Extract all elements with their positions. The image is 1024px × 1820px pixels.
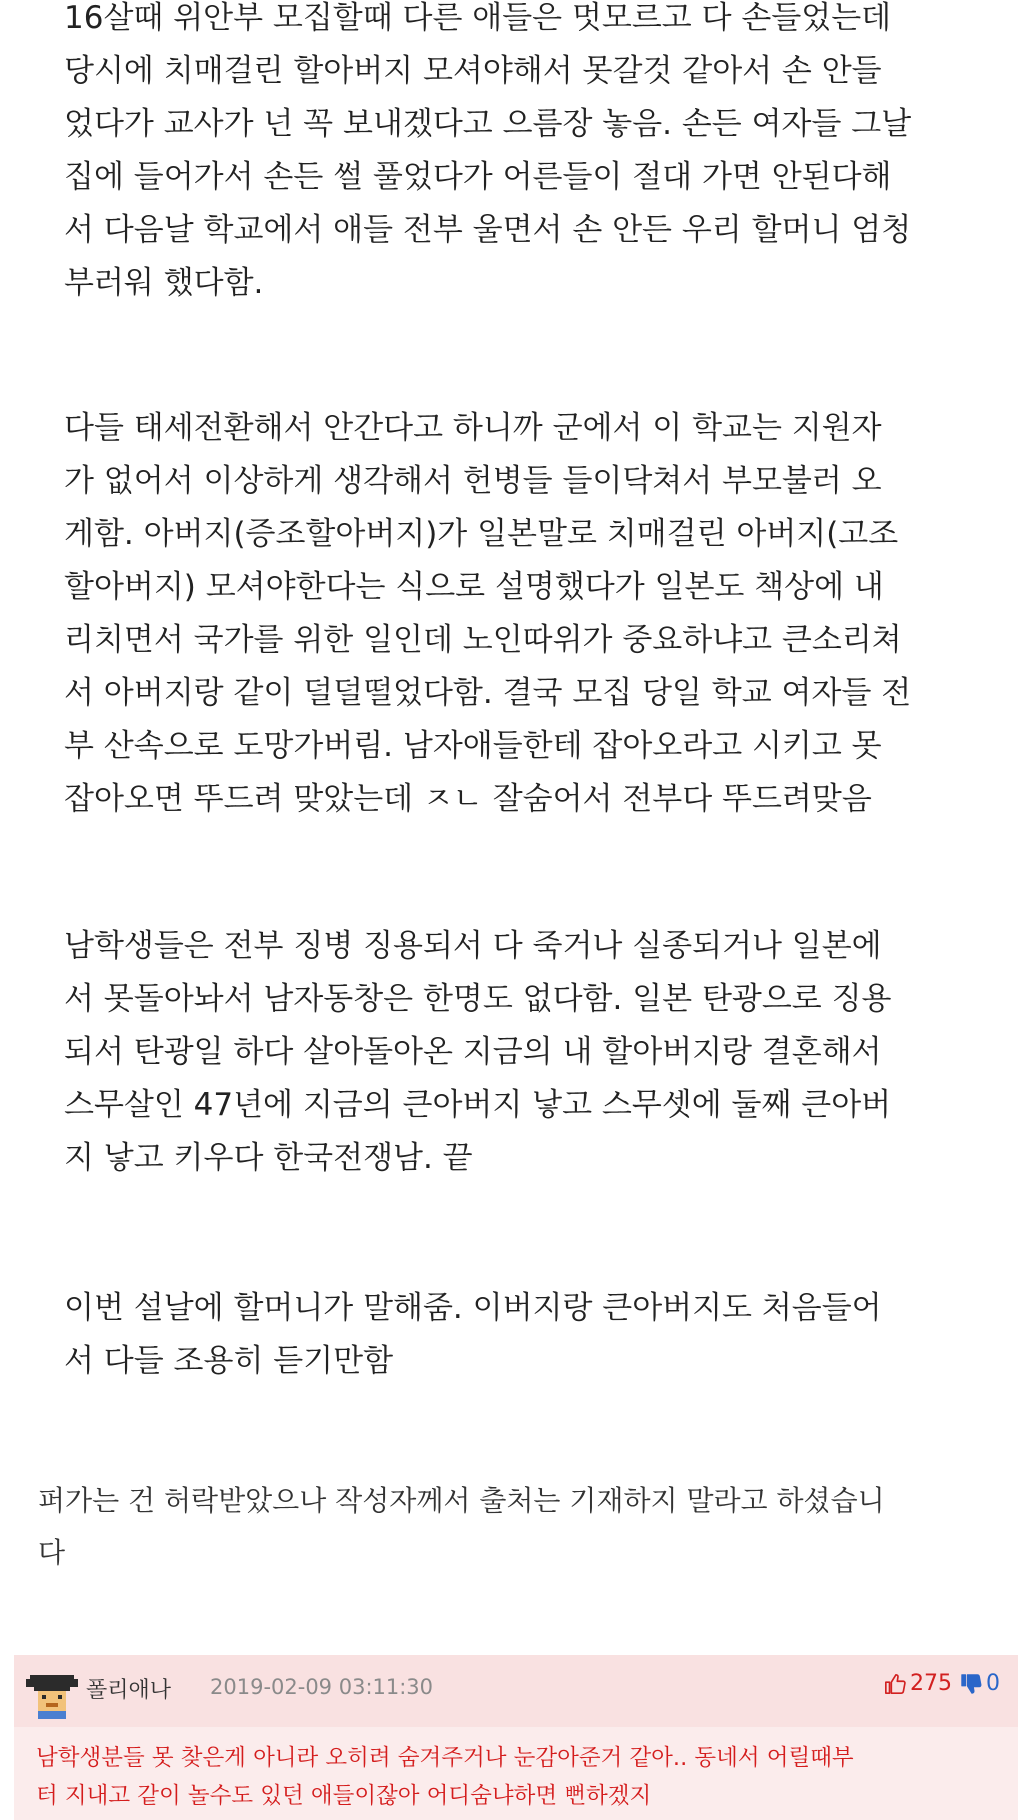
post-line: 부러워 했다함. (64, 265, 264, 301)
post-line: 서 아버지랑 같이 덜덜떨었다함. 결국 모집 당일 학교 여자들 전 (64, 675, 912, 711)
comment-header (14, 1655, 1018, 1727)
post-line: 었다가 교사가 넌 꼭 보내겠다고 으름장 놓음. 손든 여자들 그날 (64, 106, 912, 142)
comment-votes (884, 1671, 1000, 1696)
comment-date: 2019-02-09 03:11:30 (210, 1675, 434, 1699)
post-line: 리치면서 국가를 위한 일인데 노인따위가 중요하냐고 큰소리쳐 (64, 622, 902, 658)
post-paragraph-1 (64, 0, 911, 310)
comment-line: 터 지내고 같이 놀수도 있던 애들이잖아 어디숨냐하면 뻔하겠지 (36, 1783, 652, 1809)
post-line: 서 다들 조용히 듣기만함 (64, 1343, 394, 1379)
comment-text (36, 1739, 854, 1815)
repost-note (38, 1475, 885, 1579)
post-line: 게함. 아버지(증조할아버지)가 일본말로 치매걸린 아버지(고조 (64, 516, 899, 552)
thumbs-down-icon[interactable] (960, 1673, 982, 1695)
post-line: 가 없어서 이상하게 생각해서 헌병들 들이닥쳐서 부모불러 오 (64, 463, 882, 499)
post-paragraph-3 (64, 920, 891, 1185)
upvote-count: 275 (910, 1671, 952, 1696)
post-line: 할아버지) 모셔야한다는 식으로 설명했다가 일본도 책상에 내 (64, 569, 884, 605)
post-paragraph-2 (64, 402, 911, 826)
downvote-count: 0 (986, 1671, 1000, 1696)
post-line: 서 다음날 학교에서 애들 전부 울면서 손 안든 우리 할머니 엄청 (64, 212, 912, 248)
note-line: 다 (38, 1536, 66, 1569)
post-line: 이번 설날에 할머니가 말해줌. 이버지랑 큰아버지도 처음들어 (64, 1290, 882, 1326)
post-line: 남학생들은 전부 징병 징용되서 다 죽거나 실종되거나 일본에 (64, 928, 882, 964)
thumbs-up-icon[interactable] (884, 1673, 906, 1695)
post-line: 다들 태세전환해서 안간다고 하니까 군에서 이 학교는 지원자 (64, 410, 882, 446)
post-line: 서 못돌아놔서 남자동창은 한명도 없다함. 일본 탄광으로 징용 (64, 981, 892, 1017)
post-line: 지 낳고 키우다 한국전쟁남. 끝 (64, 1140, 473, 1176)
note-line: 퍼가는 건 허락받았으나 작성자께서 출처는 기재하지 말라고 하셨습니 (38, 1484, 885, 1517)
comment-author[interactable]: 폴리애나 (86, 1678, 172, 1703)
post-line: 되서 탄광일 하다 살아돌아온 지금의 내 할아버지랑 결혼해서 (64, 1034, 882, 1070)
post-line: 집에 들어가서 손든 썰 풀었다가 어른들이 절대 가면 안된다해 (64, 159, 892, 195)
comment-line: 남학생분들 못 찾은게 아니라 오히려 숨겨주거나 눈감아준거 같아.. 동네서 어릴때부 (36, 1745, 854, 1771)
post-line: 16살때 위안부 모집할때 다른 애들은 멋모르고 다 손들었는데 (64, 0, 892, 36)
post-line: 스무살인 47년에 지금의 큰아버지 낳고 스무셋에 둘째 큰아버 (64, 1087, 892, 1123)
comment (14, 1655, 1018, 1820)
post-paragraph-4 (64, 1282, 882, 1388)
post-line: 잡아오면 뚜드려 맞았는데 ㅈㄴ 잘숨어서 전부다 뚜드려맞음 (64, 781, 872, 817)
post-line: 부 산속으로 도망가버림. 남자애들한테 잡아오라고 시키고 못 (64, 728, 882, 764)
pixel-avatar-icon[interactable] (26, 1667, 78, 1719)
post-line: 당시에 치매걸린 할아버지 모셔야해서 못갈것 같아서 손 안들 (64, 53, 882, 89)
